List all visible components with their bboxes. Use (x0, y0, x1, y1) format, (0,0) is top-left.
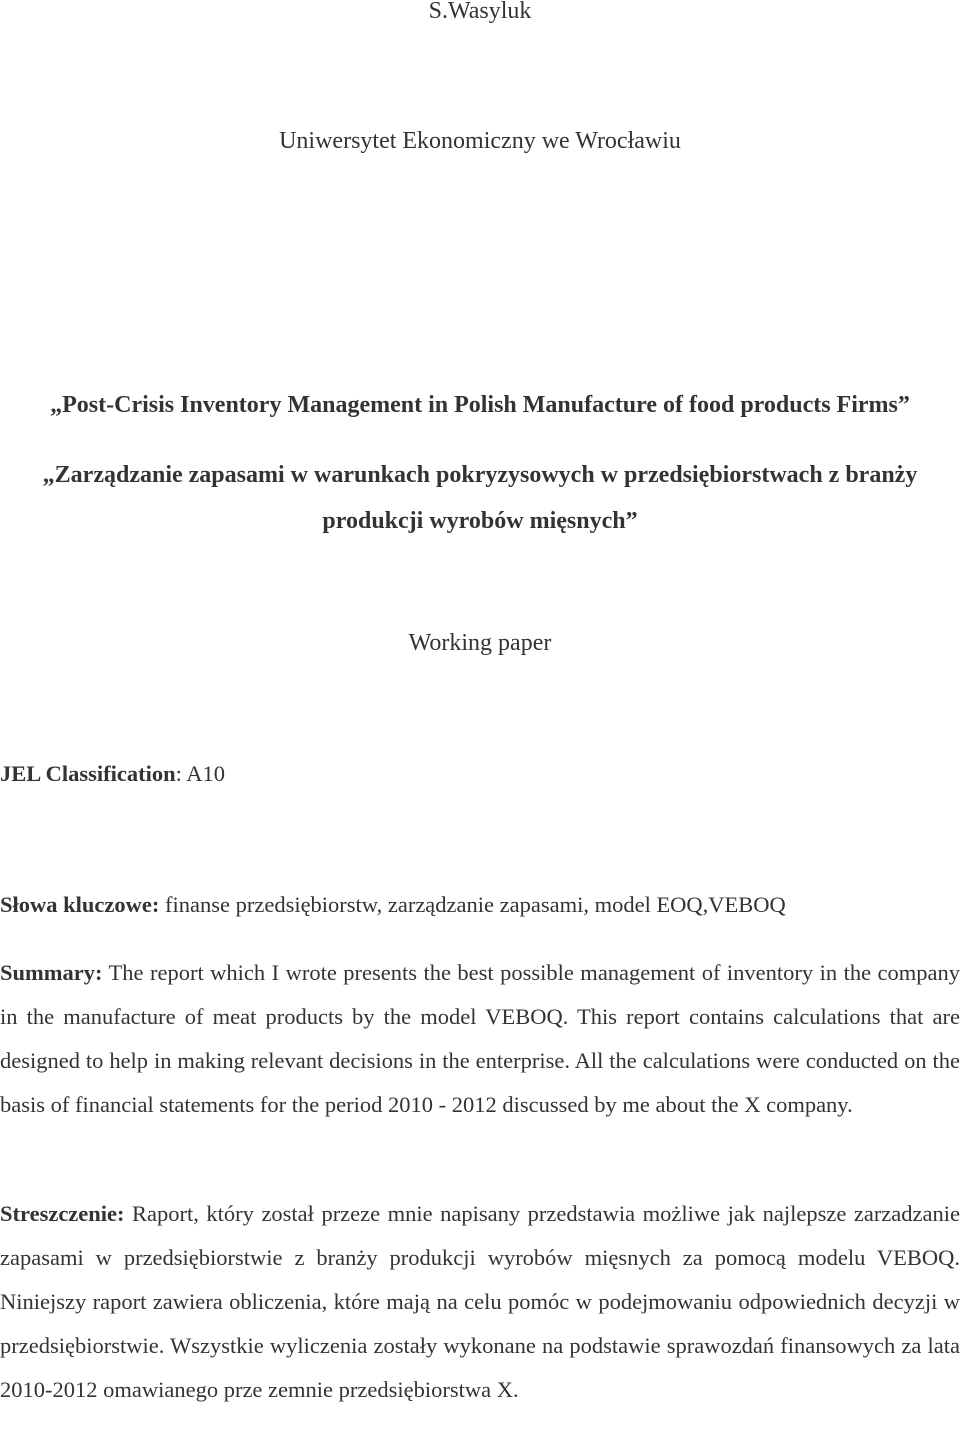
jel-classification (0, 757, 960, 791)
summary-label: Summary: (0, 960, 103, 985)
title-polish (0, 452, 960, 544)
keywords-label: Słowa kluczowe: (0, 892, 160, 917)
summary-paragraph (0, 951, 960, 1127)
streszczenie-label: Streszczenie: (0, 1201, 125, 1226)
streszczenie-text: Raport, który został przeze mnie napisany przedstawia możliwe jak najlepsze zarzadzanie zapasami w przedsiębiorstwie z branży produkcji wyrobów mięsnych za pomocą modelu VEBOQ. Niniejszy raport zawiera obliczenia, które mają na celu pomóc w podejmowaniu odpowiednich decyzji w przedsiębiorstwie. Wszystkie wyliczenia zostały wykonane na podstawie sprawozdań finansowych za lata 2010-2012 omawianego prze zemnie przedsiębiorstwa X. (0, 1201, 960, 1402)
jel-value: : A10 (175, 761, 226, 786)
streszczenie-paragraph (0, 1192, 960, 1412)
title-polish-text: „Zarządzanie zapasami w warunkach pokryzysowych w przedsiębiorstwach z branży produkcji wyrobów mięsnych” (42, 462, 918, 534)
title-english: „Post-Crisis Inventory Management in Polish Manufacture of food products Firms” (50, 392, 910, 418)
keywords-value: finanse przedsiębiorstw, zarządzanie zapasami, model EOQ,VEBOQ (159, 892, 786, 917)
summary-text: The report which I wrote presents the best possible management of inventory in the company in the manufacture of meat products by the model VEBOQ. This report contains calculations that are designed to help in making relevant decisions in the enterprise. All the calculations were conducted on the basis of financial statements for the period 2010 - 2012 discussed by me about the X company. (0, 960, 960, 1117)
jel-label: JEL Classification (0, 761, 176, 786)
author-name: S.Wasyluk (428, 0, 532, 24)
university-name: Uniwersytet Ekonomiczny we Wrocławiu (279, 128, 681, 154)
keywords-line (0, 888, 960, 922)
document-type: Working paper (408, 630, 552, 656)
